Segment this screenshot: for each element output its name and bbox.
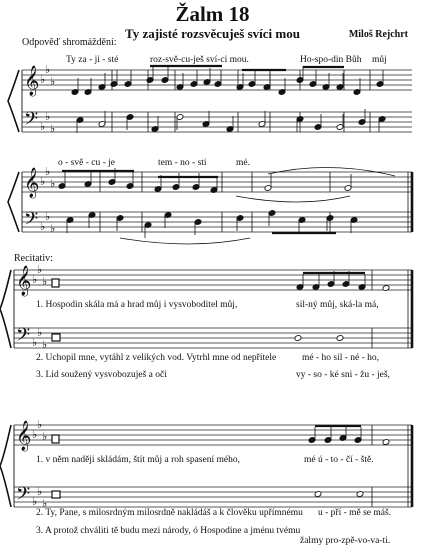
page-title: Žalm 18 xyxy=(175,2,250,26)
flat-icon: ♭ xyxy=(40,220,46,233)
verse-line: 3. Lid soužený vysvobozuješ a oči xyxy=(36,370,167,380)
breve-icon xyxy=(52,334,60,341)
verse-ending: žalmy pro-zpě-vo-va-ti. xyxy=(300,536,391,546)
lyric-fragment: mé. xyxy=(236,158,250,168)
brace-icon xyxy=(8,172,19,232)
composer-name: Miloš Rejchrt xyxy=(348,29,408,40)
psalm-subtitle: Ty zajisté rozsvěcuješ svíci mou xyxy=(125,26,300,41)
lyric-fragment: můj xyxy=(372,55,387,65)
bass-clef-icon: 𝄢 xyxy=(16,484,31,509)
treble-clef-icon: 𝄞 xyxy=(16,421,32,451)
brace-icon xyxy=(8,70,19,132)
breve-icon xyxy=(52,491,60,498)
treble-clef-icon: 𝄞 xyxy=(16,266,32,296)
flat-icon: ♭ xyxy=(50,177,56,190)
flat-icon: ♭ xyxy=(50,222,56,235)
lyric-fragment: o - svě - cu - je xyxy=(58,158,115,168)
lyric-fragment: Ty za - ji - sté xyxy=(66,55,119,65)
note-head xyxy=(294,335,302,342)
verse-line: 1. v něm naději skládám, štít můj a roh spasení mého, xyxy=(36,455,240,465)
flat-icon: ♭ xyxy=(37,263,43,276)
brace-icon xyxy=(0,270,11,348)
tie-icon xyxy=(120,238,250,244)
tie-icon xyxy=(236,196,350,202)
lyric-fragment: Ho-spo-din Bůh xyxy=(300,55,362,65)
treble-clef-icon: 𝄞 xyxy=(24,168,40,198)
verse-ending: u - pří - mě se máš. xyxy=(318,508,392,518)
flat-icon: ♭ xyxy=(42,275,48,288)
verse-line: 3. A protož chváliti tě budu mezi národy, ó Hospodine a jménu tvému xyxy=(36,526,301,536)
verse-ending: mé - ho sil - né - ho, xyxy=(302,353,380,363)
brace-icon xyxy=(0,425,11,507)
bass-clef-icon: 𝄢 xyxy=(16,325,31,350)
verse-line: 2. Ty, Pane, s milosrdným milosrdně nakládáš a k člověku upřímnému xyxy=(36,508,303,518)
flat-icon: ♭ xyxy=(42,338,48,351)
verse-ending: vy - so - ké sni - žu - ješ, xyxy=(296,370,390,380)
flat-icon: ♭ xyxy=(50,122,56,135)
flat-icon: ♭ xyxy=(37,485,43,498)
breve-icon xyxy=(52,435,59,443)
flat-icon: ♭ xyxy=(50,75,56,88)
verse-line: 2. Uchopil mne, vytáhl z veliký​ch vod. Vytrhl mne od nepřítele xyxy=(36,353,277,363)
lyric-fragment: tem - no - sti xyxy=(158,158,207,168)
flat-icon: ♭ xyxy=(40,120,46,133)
flat-icon: ♭ xyxy=(45,110,51,123)
flat-icon: ♭ xyxy=(40,73,46,86)
bass-clef-icon: 𝄢 xyxy=(24,109,39,134)
response-label: Odpověď shromáždění: xyxy=(22,37,117,48)
verse-line: 1. Hospodin skála má a hrad můj i vysvoboditel můj, xyxy=(36,300,238,310)
flat-icon: ♭ xyxy=(32,428,38,441)
flat-icon: ♭ xyxy=(37,418,43,431)
flat-icon: ♭ xyxy=(45,63,51,76)
verse-ending: mé ú - to - čí - ště. xyxy=(304,455,374,465)
flat-icon: ♭ xyxy=(40,175,46,188)
flat-icon: ♭ xyxy=(37,326,43,339)
breve-icon xyxy=(52,279,59,287)
treble-clef-icon: 𝄞 xyxy=(24,66,40,96)
flat-icon: ♭ xyxy=(42,497,48,510)
verse-ending: sil-ný můj, ská-la má, xyxy=(296,300,379,310)
flat-icon: ♭ xyxy=(45,165,51,178)
flat-icon: ♭ xyxy=(45,210,51,223)
lyric-fragment: roz-svě-cu-ješ sví-ci mou. xyxy=(150,55,249,65)
flat-icon: ♭ xyxy=(32,273,38,286)
bass-clef-icon: 𝄢 xyxy=(24,209,39,234)
flat-icon: ♭ xyxy=(42,430,48,443)
flat-icon: ♭ xyxy=(32,336,38,349)
note-head xyxy=(336,335,344,342)
flat-icon: ♭ xyxy=(32,495,38,508)
recitative-label: Recitativ: xyxy=(14,253,53,264)
